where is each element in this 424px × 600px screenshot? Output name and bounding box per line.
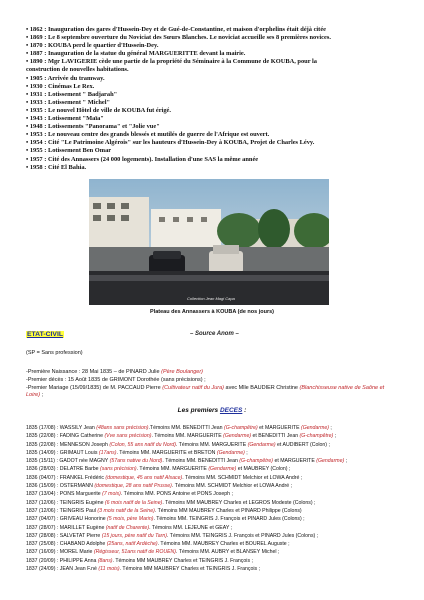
deces-row-part: (25ans, natif Ardèche) (106, 541, 158, 548)
deces-row-part: 1837 (28/07) : MARILLET Eugène (26, 524, 106, 531)
timeline-item: • 1957 : Cité des Annassers (24 000 logements). Installation d'une SAS la même année (26, 155, 259, 163)
source-note: – Source Anom – (190, 331, 239, 337)
deces-row-part: 1837 (12/06) : TEINGRIS Eugène (26, 499, 105, 506)
deces-row-part: . Témoins MM MAUBREY Charles et TEINGRIS J. François ; (119, 566, 261, 573)
deces-row (26, 515, 416, 523)
premier-mariage-text-2: avec Mlle BAUDIER Christine (223, 385, 300, 391)
timeline-item: • 1931 : Lotissement " Badjarah" (26, 90, 118, 98)
premier-mariage-note-1: (Cultivateur natif du Jura) (162, 385, 224, 391)
timeline-item: • 1954 : Cité "Le Patrimoine Algérois" sur les hauteurs d'Hussein-Dey à KOUBA, Projet de Charles Lévy. (26, 139, 315, 147)
deces-row (26, 424, 416, 432)
deces-row-part: (domestique, 45 ans natif Alsace) (105, 474, 183, 481)
deces-row-part: (15 jours, père natif du Tarn) (101, 532, 167, 539)
deces-row-part: (domestique, 28 ans natif Prusse) (94, 483, 172, 490)
deces-row-part: ; (244, 449, 248, 456)
deces-row-part: (G-champêtre) (224, 425, 258, 431)
deces-row (26, 548, 416, 556)
deces-row (26, 499, 416, 507)
premier-mariage-text: -Premier Mariage (15/09/1835) de M. PACCAUD Pierre (26, 385, 163, 391)
timeline-item: construction de nouvelles habitations. (26, 66, 129, 74)
deces-row-part: et MARGUERITE (257, 425, 301, 431)
deces-row-part: 1837 (16/09) : MOREL Marie (26, 549, 94, 556)
timeline-item: • 1905 : Arrivée du tramway. (26, 74, 105, 82)
deces-row-part: et BENEDITTI Jean (251, 433, 300, 440)
deces-row-part: . Témoins MM. TEINGRIS J. François et PINARD Jules (Colons) ; (153, 516, 305, 523)
deces-heading (0, 407, 424, 414)
deces-row-part: (Régisseur, 51ans natif de ROUEN) (93, 549, 177, 556)
photo-watermark: Collection Jean Magi Capa (187, 296, 235, 301)
deces-row-part: (Gendarme) (216, 449, 245, 456)
timeline-item: • 1933 : Lotissement " Michel" (26, 98, 111, 106)
deces-row-part: . Témoins MM. LEJEUNE et GEAY ; (149, 524, 233, 531)
deces-row-part: (G-champêtre) (299, 433, 334, 440)
premier-mariage-end: ; (40, 392, 44, 398)
deces-row (26, 474, 416, 482)
deces-row-part: (6 mois natif de la Seine) (104, 499, 163, 506)
deces-row-part: . Témoins MM MAUBREY Charles et LEGROS Modeste (Colons) ; (162, 499, 316, 506)
deces-row-part: . Témoins MM. TEINGRIS J. François et PINARD Jules (Colons) ; (167, 532, 319, 539)
premier-mariage-note-3: Loire) (26, 392, 41, 398)
deces-row-part: 1836 (28/03) : DELATRE Barbe (26, 466, 101, 473)
deces-row (26, 449, 416, 457)
deces-row (26, 465, 416, 473)
deces-row-part: . Témoins MM. SCHMIDT Melchior et LOWA André ; (171, 483, 293, 490)
deces-row-part: (Gendarme) (223, 433, 252, 440)
deces-row (26, 532, 416, 540)
deces-row (26, 457, 416, 465)
deces-row-part: ; (328, 425, 332, 431)
deces-row-part: (sans précision) (100, 466, 137, 473)
deces-row-part: (natif de Charente) (105, 524, 150, 531)
deces-row-part: (Gendarme) (300, 425, 329, 431)
deces-row-part: 1837 (25/08) : CHABAND Adolphe (26, 541, 107, 548)
deces-row-part: . Témoins MM. AUBRY et BLANSEY Michel ; (176, 549, 280, 556)
deces-row-part: . Témoins MM MAUBREY Charles et PINARD Philippe (Colons) (154, 507, 302, 514)
timeline-item: • 1887 : Inauguration de la statue du général MARGUERITTE devant la mairie. (26, 50, 246, 58)
timeline-item: • 1869 : Le 8 septembre ouverture du Noviciat des Sœurs Blanches. Le noviciat accueille ses 8 premières novices. (26, 34, 331, 42)
timeline-item: • 1870 : KOUBA perd le quartier d'Hussein-Dey. (26, 42, 159, 50)
deces-heading-word: DECES (219, 407, 243, 414)
timeline-item: • 1935 : Le nouvel Hôtel de ville de KOUBA fut érigé. (26, 106, 171, 114)
premier-mariage-note-2: (Blanchisseuse native de Saône et (299, 385, 385, 391)
deces-row-part: 1837 (12/06) : TEINGRIS Paul (26, 507, 98, 514)
premiere-naissance (26, 369, 406, 376)
deces-row-part: 1835 (22/08) : FADING Catherine (26, 433, 105, 440)
deces-row-part: 1837 (24/09) : JEAN Jean F.né (26, 566, 99, 573)
deces-row-part: ; (344, 458, 348, 465)
deces-row-part: (Colon, 55 ans natif du Nord) (109, 441, 176, 448)
deces-row-part: (11 mois) (98, 566, 120, 573)
deces-row-part: . Témoins MM. SCHMIDT Melchior et LOWA André ; (182, 474, 303, 481)
timeline (26, 26, 406, 172)
timeline-item: • 1943 : Lotissement "Maïa" (26, 115, 104, 123)
deces-row (26, 524, 416, 532)
deces-list (26, 424, 416, 573)
deces-row (26, 432, 416, 440)
deces-row-part: .Témoins MM. BENEDITTI Jean (148, 425, 224, 431)
deces-row-part: . Témoins MM. MARGUERITE (175, 441, 248, 448)
deces-row (26, 507, 416, 515)
deces-row-part: (48ans sans précision) (96, 425, 149, 431)
deces-row (26, 540, 416, 548)
timeline-item: • 1862 : Inauguration des gares d'Hussein-Dey et de Gué-de-Constantine, et maison d'orphelins était déjà citée (26, 26, 326, 33)
deces-heading-post: : (242, 407, 247, 414)
deces-row-part: et AUDIBERT (Colon) ; (275, 441, 330, 448)
deces-row-part: et MAUBREY (Colon) ; (236, 466, 291, 473)
deces-row (26, 441, 416, 449)
deces-row-part: 1835 (15/11) : GADOT née MAGNY (26, 458, 110, 465)
premier-deces: -Premier décès : 15 Août 1835 de GRIMONT Dorothée (sans précisions) ; (26, 377, 206, 383)
deces-row-part: (Vve sans précision) (104, 433, 152, 440)
deces-row-part: (3 mois natif de la Seine) (97, 507, 155, 514)
deces-row-part: 1836 (15/09) : OSTERMANN (26, 483, 95, 490)
deces-row-part: . Témoins MM. MARGUERITE et BRETON (116, 449, 217, 456)
deces-row-part: (Gendarme) (247, 441, 276, 448)
deces-row-part: . Témoins MM MAUBREY Charles et TEINGRIS J. François ; (112, 557, 253, 564)
deces-row-part: ; (333, 433, 337, 440)
deces-row-part: 1837 (13/04) : PONS Marguerite (26, 491, 103, 498)
deces-row-part: 1836 (04/07) : FRANKEL Frédéric (26, 474, 106, 481)
photo-caption: Plateau des Annassers à KOUBA (de nos jours) (150, 309, 274, 315)
deces-row-part: (Gendarme) (208, 466, 237, 473)
deces-row-part: 1835 (14/09) : GRIMAUT Louis (26, 449, 99, 456)
etat-civil-heading: ETAT-CIVIL (27, 331, 63, 338)
deces-row-part: (5 mois, père Marin) (107, 516, 154, 523)
deces-row-part: . Témoins MM. BENEDITTI Jean (162, 458, 240, 465)
deces-row-part: 1837 (28/08) : SALVETAT Pierre (26, 532, 102, 539)
timeline-item: • 1948 : Lotissements "Panorama" et "Jolie vue" (26, 123, 160, 131)
deces-row-part: (7 mois) (102, 491, 121, 498)
timeline-item: • 1890 : Mgr LAVIGERIE cède une partie de la propriété du Séminaire à la Commune de KOUBA, pour la (26, 58, 318, 66)
deces-heading-pre: Les premiers (177, 407, 220, 414)
deces-row (26, 482, 416, 490)
deces-row (26, 557, 416, 565)
plateau-photo (89, 179, 329, 305)
deces-row-part: 1835 (22/08) : MENNESON Joseph (26, 441, 110, 448)
deces-row-part: 1837 (04/07) : GRIVEAU Honorine (26, 516, 108, 523)
timeline-item: • 1953 : Le nouveau centre des grands blessés et mutilés de guerre de l'Afrique est ouvert. (26, 131, 270, 139)
deces-row-part: . Témoins MM. PONS Antoine et PONS Joseph ; (120, 491, 233, 498)
sp-note: (SP = Sans profession) (26, 350, 83, 356)
timeline-item: • 1930 : Cinémas Le Rex. (26, 82, 95, 90)
deces-row-part: (17ans) (98, 449, 117, 456)
deces-row-part: 1837 (20/09) : PHILIPPE Anna (26, 557, 98, 564)
premiere-naissance-note: (Père Boulanger) (161, 369, 204, 375)
deces-row-part: (8ans) (97, 557, 113, 564)
deces-row-part: . Témoins MM. MAUBREY Charles et BOUREL Auguste ; (157, 541, 290, 548)
deces-row-part: (57ans native du Nord) (109, 458, 163, 465)
deces-row-part: (Gendarme) (316, 458, 345, 465)
premier-mariage (26, 385, 406, 399)
deces-row (26, 490, 416, 498)
premiere-naissance-text: -Première Naissance : 28 Mai 1835 – de PINARD Julie (26, 369, 162, 375)
street-scene-image (89, 179, 329, 305)
deces-row-part: 1835 (17/08) : WASSILY Jean (26, 425, 97, 431)
deces-row (26, 565, 416, 573)
deces-row-part: (G-champêtre) (239, 458, 274, 465)
timeline-item: • 1955 : Lotissement Ben Omar (26, 147, 112, 155)
deces-row-part: . Témoins MM. MARGUERITE (151, 433, 224, 440)
deces-row-part: et MARGUERITE (273, 458, 317, 465)
deces-row-part: . Témoins MM. MARGUERITE (136, 466, 209, 473)
timeline-item: • 1958 : Cité El Bahia. (26, 163, 87, 171)
